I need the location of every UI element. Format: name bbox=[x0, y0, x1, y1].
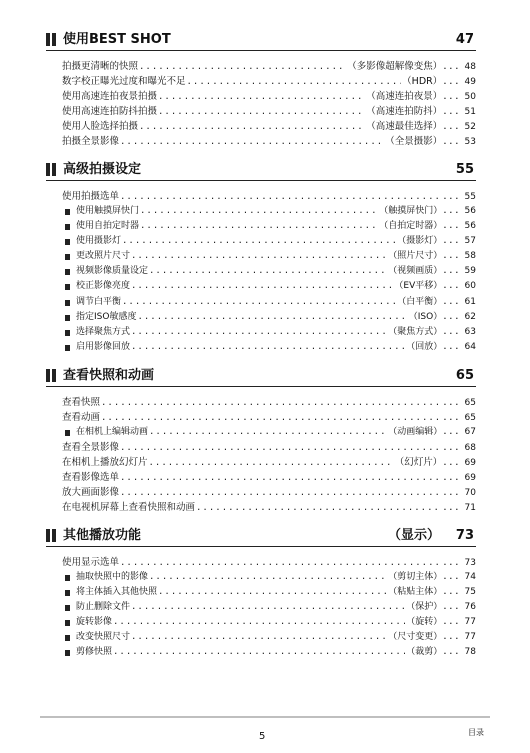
entry-title: 启用影像回放 bbox=[76, 341, 131, 352]
square-bullet-icon bbox=[65, 315, 70, 321]
entry-title: 使用摄影灯 bbox=[76, 236, 122, 247]
toc-entry[interactable] bbox=[46, 395, 476, 410]
entry-title: 在相机上编辑动画 bbox=[76, 427, 149, 437]
entry-title: 使用人脸选择拍摄 bbox=[62, 121, 139, 132]
entry-keyword: （视频画质） bbox=[388, 266, 443, 277]
square-bullet-icon bbox=[65, 650, 70, 656]
toc-subentry[interactable] bbox=[46, 279, 476, 294]
entry-keyword: （高速最佳选择） bbox=[366, 121, 443, 132]
entry-keyword: （聚焦方式） bbox=[388, 326, 443, 337]
toc-subentry[interactable] bbox=[46, 425, 476, 440]
dot-leader bbox=[120, 190, 441, 205]
dot-leader bbox=[122, 234, 396, 249]
page-dot-leader: ... bbox=[442, 107, 460, 117]
page-dot-leader: ... bbox=[442, 192, 460, 202]
toc-subentry[interactable] bbox=[46, 295, 476, 310]
toc-entry[interactable] bbox=[46, 485, 476, 500]
section-title: 使用BEST SHOT bbox=[63, 32, 171, 47]
entry-page-number: 71 bbox=[464, 503, 476, 514]
page-dot-leader: ... bbox=[442, 311, 460, 322]
page-dot-leader: ... bbox=[442, 413, 460, 423]
toc-section bbox=[46, 160, 476, 355]
dot-leader bbox=[131, 325, 387, 340]
entry-title: 使用拍摄选单 bbox=[62, 191, 120, 202]
toc-subentry[interactable] bbox=[46, 204, 476, 219]
entry-title: 使用自拍定时器 bbox=[76, 221, 140, 232]
page-dot-leader: ... bbox=[442, 122, 460, 132]
entry-page-number: 48 bbox=[464, 62, 476, 72]
page-dot-leader: ... bbox=[442, 221, 460, 232]
page-dot-leader: ... bbox=[442, 137, 460, 147]
page-dot-leader: ... bbox=[442, 427, 460, 437]
toc-section bbox=[46, 526, 476, 661]
square-bullet-icon bbox=[65, 635, 70, 641]
page-dot-leader: ... bbox=[442, 443, 460, 454]
section-heading[interactable] bbox=[46, 366, 476, 387]
toc-subentry[interactable] bbox=[46, 219, 476, 234]
toc-entry[interactable] bbox=[46, 104, 476, 119]
dot-leader bbox=[120, 441, 441, 456]
square-bullet-icon bbox=[65, 605, 70, 611]
section-page-number: 73 bbox=[455, 528, 474, 543]
entry-title: 指定ISO敏感度 bbox=[76, 311, 137, 322]
toc-entry[interactable] bbox=[46, 119, 476, 134]
entry-list bbox=[46, 555, 476, 661]
entry-page-number: 49 bbox=[464, 77, 476, 87]
toc-entry[interactable] bbox=[46, 89, 476, 104]
page-dot-leader: ... bbox=[442, 77, 460, 87]
entry-page-number: 56 bbox=[464, 221, 476, 232]
entry-title: 剪修快照 bbox=[76, 647, 113, 658]
dot-leader bbox=[158, 90, 365, 105]
section-title: 其他播放功能 bbox=[63, 528, 142, 543]
square-bullet-icon bbox=[65, 209, 70, 215]
entry-title: 使用高速连拍夜景拍摄 bbox=[62, 91, 158, 102]
dot-leader bbox=[131, 630, 387, 645]
dot-leader bbox=[113, 645, 405, 660]
entry-title: 调节白平衡 bbox=[76, 296, 122, 307]
toc-entry[interactable] bbox=[46, 410, 476, 425]
dot-leader bbox=[101, 396, 441, 411]
square-bullet-icon bbox=[65, 300, 70, 306]
entry-title: 改变快照尺寸 bbox=[76, 632, 131, 643]
entry-title: 拍摄更清晰的快照 bbox=[62, 61, 139, 72]
entry-keyword: （白平衡） bbox=[397, 296, 443, 307]
entry-keyword: （幻灯片） bbox=[394, 457, 443, 469]
entry-page-number: 60 bbox=[464, 281, 476, 292]
dot-leader bbox=[137, 310, 407, 325]
page-dot-leader: ... bbox=[442, 296, 460, 307]
dot-leader bbox=[120, 135, 384, 150]
entry-title: 在电视机屏幕上查看快照和动画 bbox=[62, 502, 196, 514]
entry-title: 使用高速连拍防抖拍摄 bbox=[62, 106, 158, 117]
page-dot-leader: ... bbox=[442, 473, 460, 484]
footer-label: 目录 bbox=[468, 728, 484, 737]
entry-title: 查看动画 bbox=[62, 412, 101, 423]
page-dot-leader: ... bbox=[442, 281, 460, 292]
section-marker-icon bbox=[46, 529, 57, 542]
entry-page-number: 76 bbox=[464, 602, 476, 613]
toc-entry[interactable] bbox=[46, 440, 476, 455]
dot-leader bbox=[131, 249, 387, 264]
section-heading[interactable] bbox=[46, 160, 476, 181]
entry-page-number: 70 bbox=[464, 488, 476, 499]
entry-page-number: 57 bbox=[464, 236, 476, 247]
dot-leader bbox=[139, 60, 346, 75]
dot-leader bbox=[131, 340, 405, 355]
entry-title: 防止删除文件 bbox=[76, 602, 131, 613]
entry-title: 将主体插入其他快照 bbox=[76, 587, 158, 598]
dot-leader bbox=[113, 615, 405, 630]
dot-leader bbox=[140, 219, 378, 234]
entry-title: 视频影像质量设定 bbox=[76, 266, 149, 277]
entry-title: 查看影像选单 bbox=[62, 472, 120, 484]
entry-keyword: （摄影灯） bbox=[397, 236, 443, 247]
page-dot-leader: ... bbox=[442, 458, 460, 469]
square-bullet-icon bbox=[65, 575, 70, 581]
dot-leader bbox=[101, 411, 441, 426]
dot-leader bbox=[187, 75, 402, 90]
entry-page-number: 69 bbox=[464, 458, 476, 469]
entry-title: 放大画面影像 bbox=[62, 487, 120, 499]
toc-subentry[interactable] bbox=[46, 264, 476, 279]
toc-subentry[interactable] bbox=[46, 615, 476, 630]
toc-subentry[interactable] bbox=[46, 234, 476, 249]
entry-page-number: 58 bbox=[464, 251, 476, 262]
toc-entry[interactable] bbox=[46, 134, 476, 149]
square-bullet-icon bbox=[65, 239, 70, 245]
page-dot-leader: ... bbox=[442, 62, 460, 72]
page-dot-leader: ... bbox=[442, 266, 460, 277]
entry-title: 校正影像亮度 bbox=[76, 281, 131, 292]
dot-leader bbox=[120, 556, 441, 571]
entry-title: 数字校正曝光过度和曝光不足 bbox=[62, 76, 186, 87]
square-bullet-icon bbox=[65, 254, 70, 260]
square-bullet-icon bbox=[65, 620, 70, 626]
toc-entry[interactable] bbox=[46, 500, 476, 515]
entry-page-number: 55 bbox=[464, 192, 476, 202]
entry-keyword: （旋转） bbox=[406, 617, 443, 628]
entry-title: 使用触摸屏快门 bbox=[76, 206, 140, 216]
entry-keyword: （触摸屏快门） bbox=[379, 206, 443, 216]
toc-entry[interactable] bbox=[46, 455, 476, 470]
toc-subentry[interactable] bbox=[46, 310, 476, 325]
entry-keyword: （尺寸变更） bbox=[388, 632, 443, 643]
dot-leader bbox=[158, 105, 365, 120]
toc-subentry[interactable] bbox=[46, 249, 476, 264]
page-dot-leader: ... bbox=[442, 617, 460, 628]
entry-page-number: 51 bbox=[464, 107, 476, 117]
page-dot-leader: ... bbox=[442, 251, 460, 262]
section-marker-icon bbox=[46, 163, 57, 176]
footer-divider bbox=[40, 716, 490, 718]
entry-title: 在相机上播放幻灯片 bbox=[62, 457, 148, 469]
page-dot-leader: ... bbox=[442, 488, 460, 499]
toc-subentry[interactable] bbox=[46, 600, 476, 615]
entry-keyword: （回放） bbox=[406, 341, 443, 352]
entry-keyword: （自拍定时器） bbox=[379, 221, 443, 232]
entry-page-number: 53 bbox=[464, 137, 476, 147]
page-number: 5 bbox=[259, 731, 266, 742]
dot-leader bbox=[122, 295, 396, 310]
entry-keyword: （剪切主体） bbox=[388, 572, 443, 582]
toc-section bbox=[46, 30, 476, 149]
entry-page-number: 62 bbox=[464, 311, 476, 322]
section-title: 查看快照和动画 bbox=[63, 368, 155, 383]
page-dot-leader: ... bbox=[442, 572, 460, 582]
section-page-number: 47 bbox=[455, 32, 474, 47]
square-bullet-icon bbox=[65, 224, 70, 230]
entry-list bbox=[46, 189, 476, 355]
entry-title: 查看全景影像 bbox=[62, 442, 120, 454]
dot-leader bbox=[196, 501, 441, 516]
entry-page-number: 50 bbox=[464, 92, 476, 102]
entry-page-number: 65 bbox=[464, 398, 476, 408]
page-dot-leader: ... bbox=[442, 632, 460, 643]
page-dot-leader: ... bbox=[442, 587, 460, 598]
entry-page-number: 75 bbox=[464, 587, 476, 598]
page-dot-leader: ... bbox=[442, 647, 460, 658]
entry-keyword: （EV平移） bbox=[394, 281, 443, 292]
entry-title: 旋转影像 bbox=[76, 617, 113, 628]
entry-title: 使用显示选单 bbox=[62, 557, 120, 568]
entry-page-number: 65 bbox=[464, 413, 476, 423]
entry-page-number: 78 bbox=[464, 647, 476, 658]
entry-page-number: 56 bbox=[464, 206, 476, 216]
toc-subentry[interactable] bbox=[46, 645, 476, 660]
section-page-number: 55 bbox=[455, 162, 474, 177]
square-bullet-icon bbox=[65, 345, 70, 351]
toc-subentry[interactable] bbox=[46, 630, 476, 645]
entry-keyword: （高速连拍防抖） bbox=[366, 106, 443, 117]
page-dot-leader: ... bbox=[442, 92, 460, 102]
entry-page-number: 69 bbox=[464, 473, 476, 484]
page-dot-leader: ... bbox=[442, 602, 460, 613]
entry-page-number: 77 bbox=[464, 617, 476, 628]
section-title: 高级拍摄设定 bbox=[63, 162, 142, 177]
entry-keyword: （多影像超解像变焦） bbox=[347, 61, 443, 72]
toc-subentry[interactable] bbox=[46, 325, 476, 340]
entry-keyword: （动画编辑） bbox=[388, 427, 443, 437]
entry-title: 拍摄全景影像 bbox=[62, 136, 120, 147]
entry-title: 更改照片尺寸 bbox=[76, 251, 131, 262]
page-dot-leader: ... bbox=[442, 503, 460, 514]
toc-entry[interactable] bbox=[46, 470, 476, 485]
dot-leader bbox=[131, 600, 405, 615]
entry-keyword: （ISO） bbox=[408, 311, 443, 322]
page-dot-leader: ... bbox=[442, 206, 460, 216]
toc-subentry[interactable] bbox=[46, 570, 476, 585]
entry-keyword: （裁剪） bbox=[406, 647, 443, 658]
entry-keyword: （高速连拍夜景） bbox=[366, 91, 443, 102]
square-bullet-icon bbox=[65, 430, 70, 436]
square-bullet-icon bbox=[65, 330, 70, 336]
dot-leader bbox=[149, 456, 394, 471]
dot-leader bbox=[149, 570, 387, 585]
entry-page-number: 63 bbox=[464, 326, 476, 337]
entry-page-number: 74 bbox=[464, 572, 476, 582]
entry-page-number: 61 bbox=[464, 296, 476, 307]
entry-keyword: （粘贴主体） bbox=[388, 587, 443, 598]
dot-leader bbox=[120, 486, 441, 501]
entry-keyword: （保护） bbox=[406, 602, 443, 613]
section-heading[interactable] bbox=[46, 526, 476, 547]
entry-page-number: 52 bbox=[464, 122, 476, 132]
entry-list bbox=[46, 59, 476, 149]
entry-page-number: 64 bbox=[464, 341, 476, 352]
section-marker-icon bbox=[46, 33, 57, 46]
entry-keyword: （HDR） bbox=[402, 76, 443, 87]
entry-keyword: （全景摄影） bbox=[385, 136, 443, 147]
dot-leader bbox=[120, 471, 441, 486]
page-dot-leader: ... bbox=[442, 341, 460, 352]
square-bullet-icon bbox=[65, 269, 70, 275]
toc-entry[interactable] bbox=[46, 59, 476, 74]
square-bullet-icon bbox=[65, 284, 70, 290]
page-dot-leader: ... bbox=[442, 326, 460, 337]
toc-section bbox=[46, 366, 476, 515]
dot-leader bbox=[149, 425, 387, 440]
toc-entry[interactable] bbox=[46, 555, 476, 570]
entry-title: 查看快照 bbox=[62, 397, 101, 408]
page-dot-leader: ... bbox=[442, 236, 460, 247]
entry-title: 抽取快照中的影像 bbox=[76, 572, 149, 582]
entry-page-number: 67 bbox=[464, 427, 476, 437]
section-heading[interactable] bbox=[46, 30, 476, 51]
entry-list bbox=[46, 395, 476, 515]
dot-leader bbox=[140, 204, 378, 219]
page-dot-leader: ... bbox=[442, 558, 460, 568]
square-bullet-icon bbox=[65, 590, 70, 596]
toc-subentry[interactable] bbox=[46, 340, 476, 355]
section-marker-icon bbox=[46, 369, 57, 382]
entry-page-number: 68 bbox=[464, 443, 476, 454]
entry-keyword: （照片尺寸） bbox=[388, 251, 443, 262]
toc-entry[interactable] bbox=[46, 189, 476, 204]
entry-page-number: 59 bbox=[464, 266, 476, 277]
page-dot-leader: ... bbox=[442, 398, 460, 408]
toc-entry[interactable] bbox=[46, 74, 476, 89]
toc-subentry[interactable] bbox=[46, 585, 476, 600]
entry-title: 选择聚焦方式 bbox=[76, 326, 131, 337]
entry-page-number: 73 bbox=[464, 558, 476, 568]
dot-leader bbox=[158, 585, 387, 600]
dot-leader bbox=[139, 120, 365, 135]
entry-page-number: 77 bbox=[464, 632, 476, 643]
section-title-suffix: （显示） bbox=[387, 528, 440, 543]
section-page-number: 65 bbox=[455, 368, 474, 383]
dot-leader bbox=[131, 279, 393, 294]
dot-leader bbox=[149, 264, 387, 279]
